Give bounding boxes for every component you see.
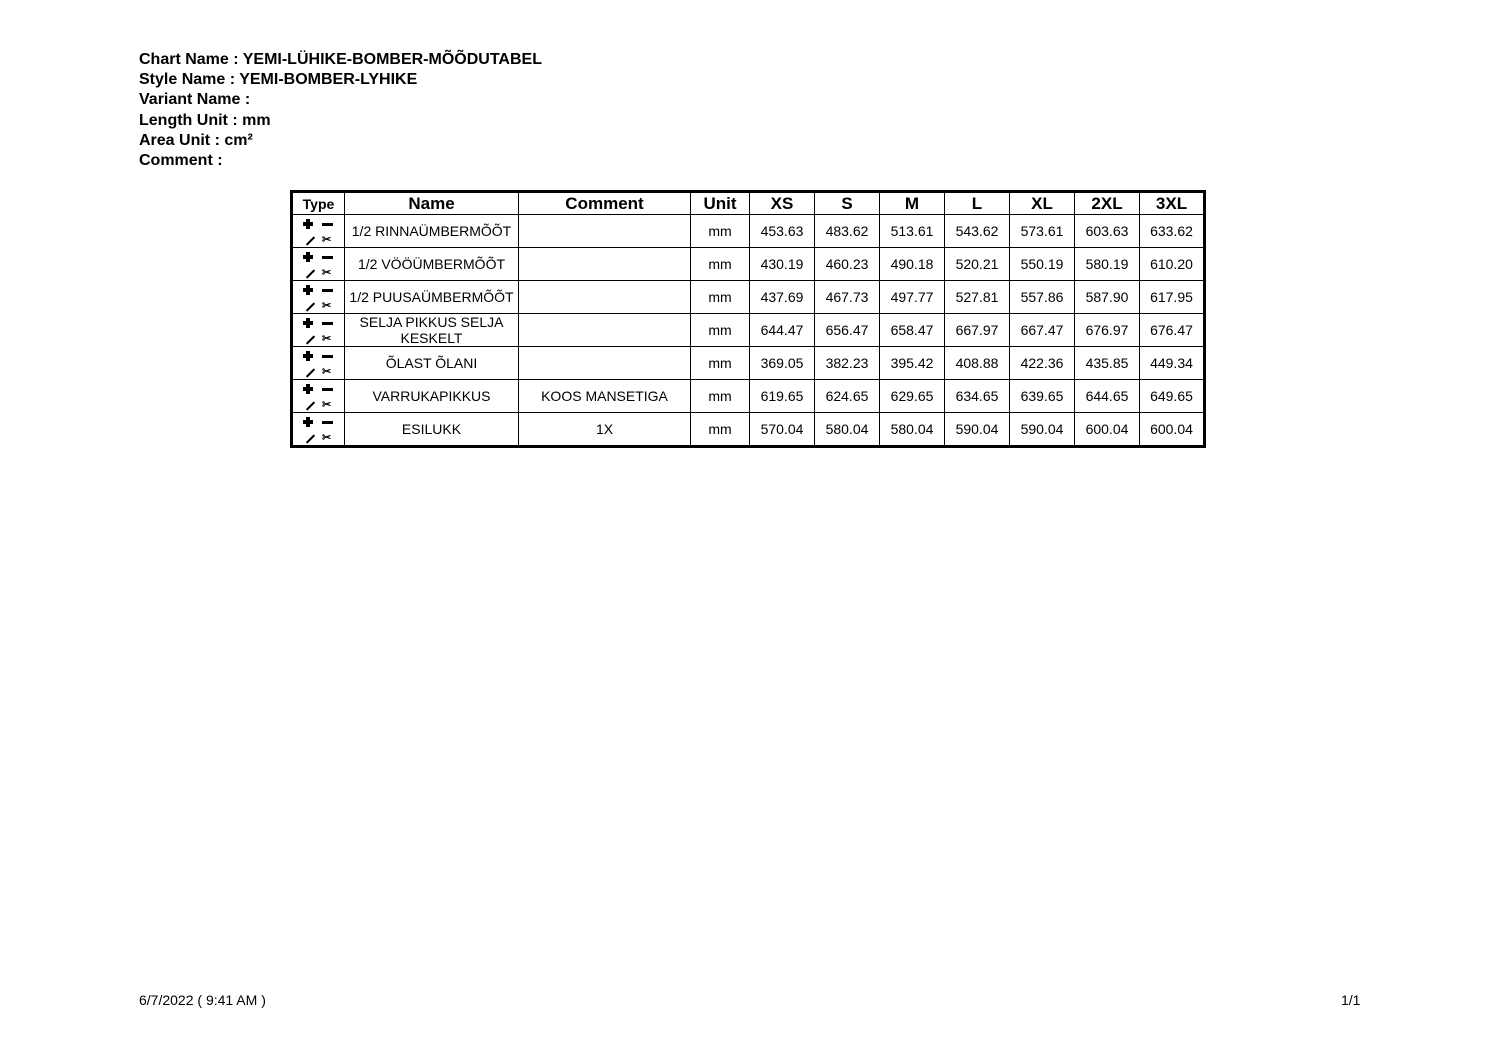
size-value: 369.05 xyxy=(750,347,815,380)
col-header-2xl: 2XL xyxy=(1075,192,1140,215)
size-value: 408.88 xyxy=(945,347,1010,380)
table-row xyxy=(292,215,1205,248)
size-value: 610.20 xyxy=(1140,248,1205,281)
plus-icon[interactable] xyxy=(303,252,313,262)
measurement-comment: KOOS MANSETIGA xyxy=(519,380,691,413)
type-cell xyxy=(292,380,345,413)
chart-name: Chart Name : YEMI-LÜHIKE-BOMBER-MÕÕDUTABEL xyxy=(139,51,542,68)
scissors-icon[interactable]: ✂ xyxy=(322,366,332,378)
size-value: 520.21 xyxy=(945,248,1010,281)
table-row xyxy=(292,380,1205,413)
size-value: 644.65 xyxy=(1075,380,1140,413)
plus-icon[interactable] xyxy=(303,417,313,427)
size-value: 550.19 xyxy=(1010,248,1075,281)
size-value: 395.42 xyxy=(880,347,945,380)
table-row xyxy=(292,413,1205,447)
scissors-icon[interactable]: ✂ xyxy=(322,432,332,444)
measurement-name: ESILUKK xyxy=(345,413,519,447)
measurement-unit: mm xyxy=(691,347,750,380)
size-value: 580.04 xyxy=(815,413,880,447)
size-value: 644.47 xyxy=(750,314,815,347)
size-value: 435.85 xyxy=(1075,347,1140,380)
plus-icon[interactable] xyxy=(303,318,313,328)
size-value: 422.36 xyxy=(1010,347,1075,380)
size-value: 617.95 xyxy=(1140,281,1205,314)
size-value: 639.65 xyxy=(1010,380,1075,413)
size-value: 667.97 xyxy=(945,314,1010,347)
pencil-icon[interactable] xyxy=(305,368,315,378)
scissors-icon[interactable]: ✂ xyxy=(322,234,332,246)
size-value: 629.65 xyxy=(880,380,945,413)
pencil-icon[interactable] xyxy=(305,335,315,345)
measurement-unit: mm xyxy=(691,314,750,347)
size-value: 649.65 xyxy=(1140,380,1205,413)
size-value: 600.04 xyxy=(1140,413,1205,447)
col-header-m: M xyxy=(880,192,945,215)
size-value: 513.61 xyxy=(880,215,945,248)
size-value: 587.90 xyxy=(1075,281,1140,314)
size-value: 634.65 xyxy=(945,380,1010,413)
measurement-comment xyxy=(519,281,691,314)
minus-icon[interactable] xyxy=(322,421,333,424)
table-row xyxy=(292,347,1205,380)
measurement-unit: mm xyxy=(691,413,750,447)
size-value: 570.04 xyxy=(750,413,815,447)
measurement-name: VARRUKAPIKKUS xyxy=(345,380,519,413)
measurement-name: 1/2 PUUSAÜMBERMÕÕT xyxy=(345,281,519,314)
col-header-unit: Unit xyxy=(691,192,750,215)
measurement-unit: mm xyxy=(691,248,750,281)
minus-icon[interactable] xyxy=(322,289,333,292)
col-header-s: S xyxy=(815,192,880,215)
measurement-unit: mm xyxy=(691,380,750,413)
type-cell xyxy=(292,314,345,347)
measurement-name: 1/2 VÖÖÜMBERMÕÕT xyxy=(345,248,519,281)
size-value: 590.04 xyxy=(945,413,1010,447)
variant-name: Variant Name : xyxy=(139,91,251,109)
scissors-icon[interactable]: ✂ xyxy=(322,399,332,411)
measurement-comment xyxy=(519,215,691,248)
minus-icon[interactable] xyxy=(322,355,333,358)
minus-icon[interactable] xyxy=(322,223,333,226)
table-row xyxy=(292,281,1205,314)
scissors-icon[interactable]: ✂ xyxy=(322,300,332,312)
size-value: 483.62 xyxy=(815,215,880,248)
size-value: 656.47 xyxy=(815,314,880,347)
size-value: 453.63 xyxy=(750,215,815,248)
pencil-icon[interactable] xyxy=(305,269,315,279)
size-value: 603.63 xyxy=(1075,215,1140,248)
size-value: 580.19 xyxy=(1075,248,1140,281)
size-value: 467.73 xyxy=(815,281,880,314)
size-value: 580.04 xyxy=(880,413,945,447)
chart-metadata xyxy=(139,50,542,171)
measurement-name: ÕLAST ÕLANI xyxy=(345,347,519,380)
page-number: 1/1 xyxy=(1341,992,1361,1008)
size-value: 382.23 xyxy=(815,347,880,380)
measurement-unit: mm xyxy=(691,215,750,248)
col-header-type: Type xyxy=(292,192,345,215)
type-cell xyxy=(292,281,345,314)
plus-icon[interactable] xyxy=(303,285,313,295)
col-header-comment: Comment xyxy=(519,192,691,215)
measurement-comment xyxy=(519,347,691,380)
measurement-comment xyxy=(519,314,691,347)
type-cell xyxy=(292,413,345,447)
col-header-3xl: 3XL xyxy=(1140,192,1205,215)
size-value: 658.47 xyxy=(880,314,945,347)
style-name: Style Name : YEMI-BOMBER-LYHIKE xyxy=(139,71,418,89)
size-value: 667.47 xyxy=(1010,314,1075,347)
col-header-xl: XL xyxy=(1010,192,1075,215)
print-date: 6/7/2022 ( 9:41 AM ) xyxy=(139,992,266,1008)
pencil-icon[interactable] xyxy=(305,236,315,246)
comment-label: Comment : xyxy=(139,152,223,170)
measurement-table xyxy=(290,190,1206,448)
length-unit: Length Unit : mm xyxy=(139,111,271,129)
size-value: 676.97 xyxy=(1075,314,1140,347)
table-header-row xyxy=(292,192,1205,215)
plus-icon[interactable] xyxy=(303,351,313,361)
scissors-icon[interactable]: ✂ xyxy=(322,267,332,279)
size-value: 430.19 xyxy=(750,248,815,281)
size-value: 460.23 xyxy=(815,248,880,281)
area-unit: Area Unit : cm² xyxy=(139,131,253,149)
type-cell xyxy=(292,215,345,248)
type-cell xyxy=(292,347,345,380)
pencil-icon[interactable] xyxy=(305,401,315,411)
scissors-icon[interactable]: ✂ xyxy=(322,333,332,345)
size-value: 619.65 xyxy=(750,380,815,413)
col-header-l: L xyxy=(945,192,1010,215)
size-value: 437.69 xyxy=(750,281,815,314)
size-value: 543.62 xyxy=(945,215,1010,248)
col-header-name: Name xyxy=(345,192,519,215)
measurement-name: 1/2 RINNAÜMBERMÕÕT xyxy=(345,215,519,248)
size-value: 573.61 xyxy=(1010,215,1075,248)
measurement-unit: mm xyxy=(691,281,750,314)
plus-icon[interactable] xyxy=(303,384,313,394)
size-value: 624.65 xyxy=(815,380,880,413)
size-value: 557.86 xyxy=(1010,281,1075,314)
size-value: 449.34 xyxy=(1140,347,1205,380)
size-value: 676.47 xyxy=(1140,314,1205,347)
size-value: 590.04 xyxy=(1010,413,1075,447)
minus-icon[interactable] xyxy=(322,322,333,325)
col-header-xs: XS xyxy=(750,192,815,215)
table-row xyxy=(292,248,1205,281)
size-value: 600.04 xyxy=(1075,413,1140,447)
measurement-comment xyxy=(519,248,691,281)
size-value: 527.81 xyxy=(945,281,1010,314)
size-value: 497.77 xyxy=(880,281,945,314)
plus-icon[interactable] xyxy=(303,219,313,229)
size-value: 633.62 xyxy=(1140,215,1205,248)
pencil-icon[interactable] xyxy=(305,434,315,444)
pencil-icon[interactable] xyxy=(305,302,315,312)
measurement-comment: 1X xyxy=(519,413,691,447)
size-value: 490.18 xyxy=(880,248,945,281)
type-cell xyxy=(292,248,345,281)
minus-icon[interactable] xyxy=(322,388,333,391)
table-row xyxy=(292,314,1205,347)
measurement-name: SELJA PIKKUS SELJA KESKELT xyxy=(345,314,519,347)
minus-icon[interactable] xyxy=(322,256,333,259)
